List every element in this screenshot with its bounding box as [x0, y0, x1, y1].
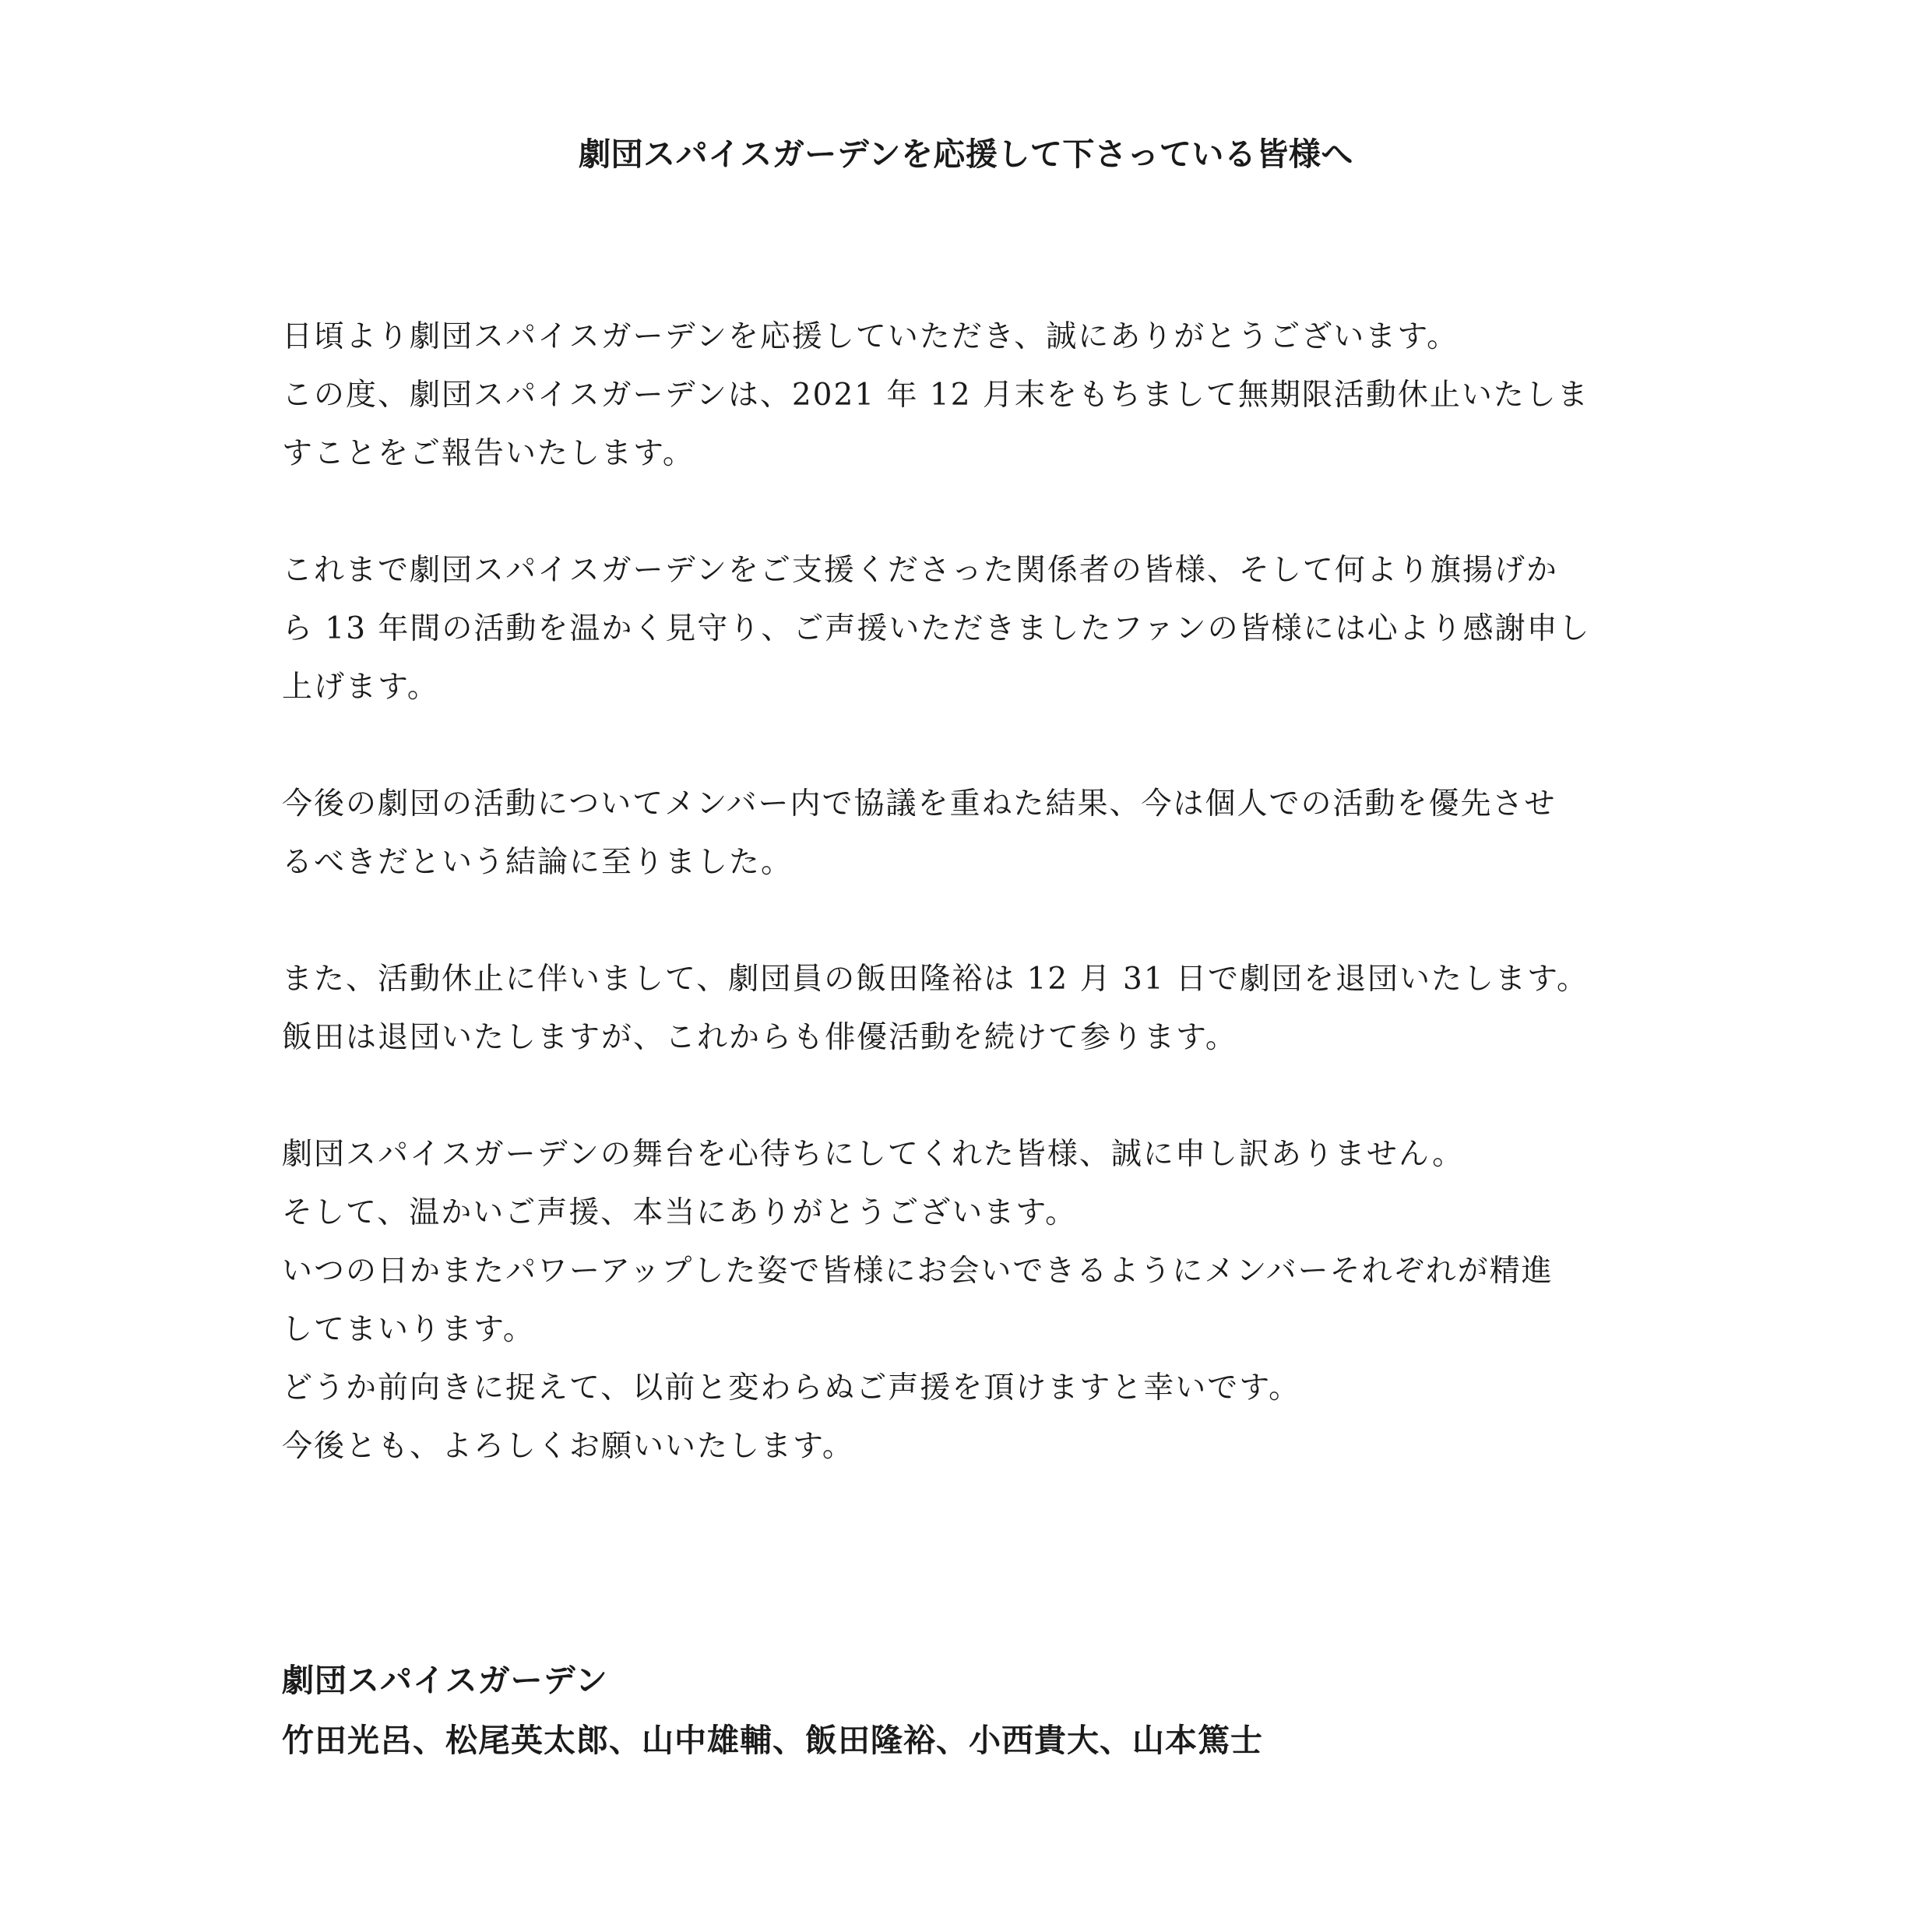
- text-line: 飯田は退団いたしますが、これからも俳優活動を続けて参ります。: [282, 1020, 1237, 1055]
- announcement-body: [282, 308, 1684, 1534]
- text-line: この度、劇団スパイスガーデンは、2021 年 12 月末をもちまして無期限活動休止いたしま: [282, 378, 1589, 413]
- signature-block: [282, 1651, 1263, 1771]
- text-line: るべきだという結論に至りました。: [282, 845, 794, 880]
- text-line: してまいります。: [282, 1312, 535, 1347]
- text-line: これまで劇団スパイスガーデンをご支援くださった関係者の皆様、そして何より旗揚げか: [282, 553, 1558, 588]
- text-line: また、活動休止に伴いまして、劇団員の飯田隆裕は 12 月 31 日で劇団を退団いたします。: [282, 962, 1589, 997]
- paragraph-departure: [282, 950, 1684, 1067]
- text-line: 今後の劇団の活動についてメンバー内で協議を重ねた結果、今は個人での活動を優先させ: [282, 786, 1557, 822]
- text-line: 今後とも、よろしくお願いいたします。: [282, 1429, 854, 1464]
- text-line: 日頃より劇団スパイスガーデンを応援していただき、誠にありがとうございます。: [282, 319, 1459, 354]
- paragraph-conclusion: [282, 775, 1684, 892]
- text-line: 上げます。: [282, 670, 439, 705]
- text-line: ら 13 年間の活動を温かく見守り、ご声援いただきましたファンの皆様には心より感謝申し: [282, 611, 1591, 646]
- text-line: そして、温かいご声援、本当にありがとうございます。: [282, 1195, 1078, 1230]
- paragraph-thanks: [282, 541, 1684, 716]
- signature-members: 竹田光呂、松尾英太郎、山中雄輔、飯田隆裕、小西貴大、山本篤士: [282, 1722, 1263, 1759]
- text-line: 劇団スパイスガーデンの舞台を心待ちにしてくれた皆様、誠に申し訳ありません。: [282, 1137, 1465, 1172]
- signature-group-name: 劇団スパイスガーデン: [282, 1662, 608, 1699]
- text-line: いつの日かまたパワーアップした姿で皆様にお会いできるようにメンバーそれぞれが精進: [282, 1254, 1554, 1289]
- text-line: どうか前向きに捉えて、以前と変わらぬご声援を頂けますと幸いです。: [282, 1370, 1301, 1406]
- paragraph-closing: [282, 1125, 1684, 1476]
- announcement-title: 劇団スパイスガーデンを応援して下さっている皆様へ: [579, 135, 1353, 173]
- text-line: すことをご報告いたします。: [282, 436, 695, 471]
- paragraph-greeting: [282, 308, 1684, 483]
